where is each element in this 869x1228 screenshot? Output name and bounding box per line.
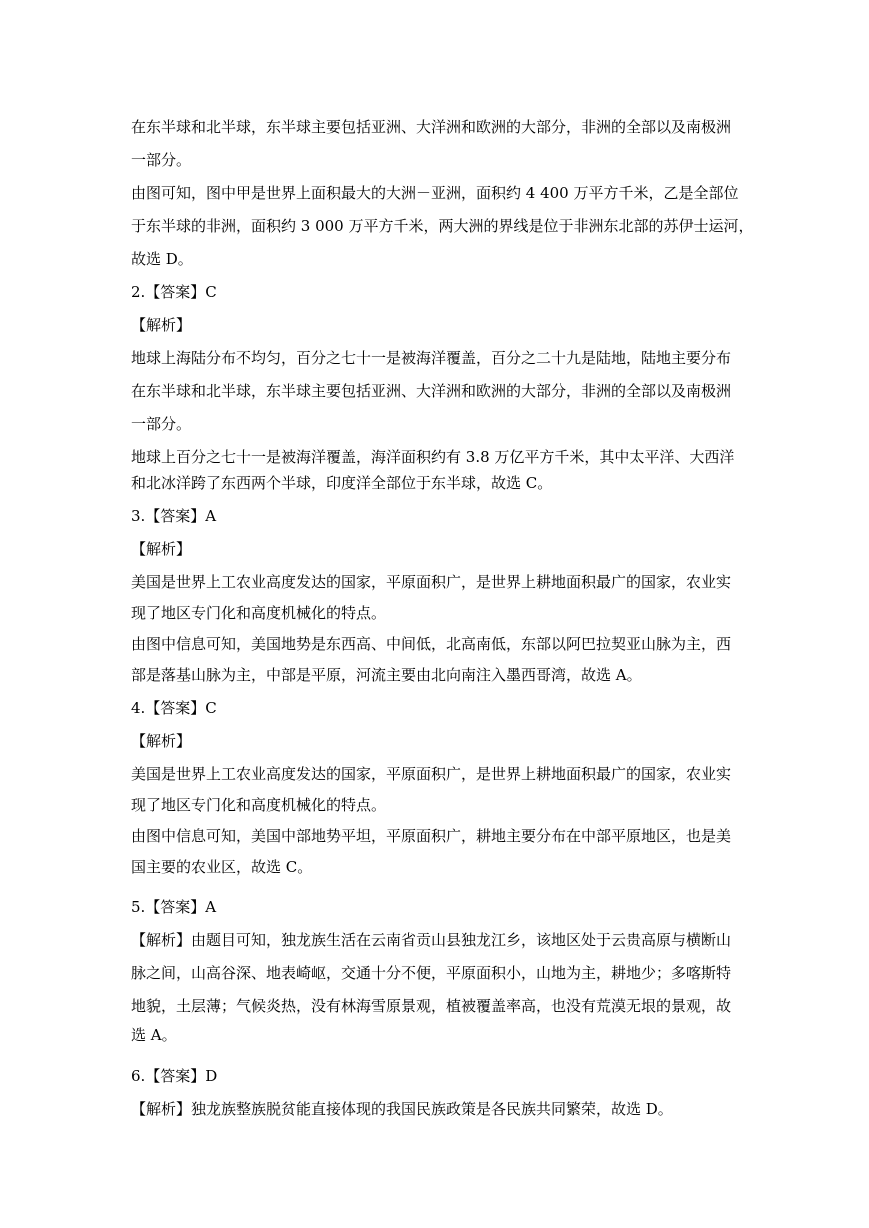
analysis-heading: 【解析】 [131, 316, 192, 334]
text-line: 在东半球和北半球，东半球主要包括亚洲、大洋洲和欧洲的大部分，非洲的全部以及南极洲 [131, 118, 732, 136]
text-line: 故选 D。 [131, 250, 193, 268]
text-line: 【解析】独龙族整族脱贫能直接体现的我国民族政策是各民族共同繁荣，故选 D。 [131, 1100, 673, 1118]
answer-heading: 4.【答案】C [131, 699, 217, 717]
text-line: 脉之间，山高谷深、地表崎岖，交通十分不便，平原面积小，山地为主，耕地少；多喀斯特 [131, 964, 732, 982]
text-line: 现了地区专门化和高度机械化的特点。 [131, 796, 387, 814]
text-line: 在东半球和北半球，东半球主要包括亚洲、大洋洲和欧洲的大部分，非洲的全部以及南极洲 [131, 382, 732, 400]
text-line: 地貌，土层薄；气候炎热，没有林海雪原景观，植被覆盖率高，也没有荒漠无垠的景观，故 [131, 997, 732, 1015]
text-line: 地球上百分之七十一是被海洋覆盖，海洋面积约有 3.8 万亿平方千米，其中太平洋、大西洋 [131, 448, 735, 466]
text-line: 于东半球的非洲，面积约 3 000 万平方千米，两大洲的界线是位于非洲东北部的苏伊士运河， [131, 217, 754, 235]
text-line: 【解析】由题目可知，独龙族生活在云南省贡山县独龙江乡，该地区处于云贵高原与横断山 [131, 931, 732, 949]
analysis-heading: 【解析】 [131, 540, 192, 558]
analysis-heading: 【解析】 [131, 732, 192, 750]
text-line: 一部分。 [131, 415, 192, 433]
text-line: 由图可知，图中甲是世界上面积最大的大洲－亚洲，面积约 4 400 万平方千米，乙是全部位 [131, 184, 739, 202]
answer-heading: 6.【答案】D [131, 1067, 218, 1085]
answer-heading: 5.【答案】A [131, 898, 217, 916]
text-line: 一部分。 [131, 151, 192, 169]
answer-heading: 3.【答案】A [131, 507, 217, 525]
text-line: 美国是世界上工农业高度发达的国家，平原面积广，是世界上耕地面积最广的国家，农业实 [131, 765, 732, 783]
answer-heading: 2.【答案】C [131, 283, 217, 301]
text-line: 由图中信息可知，美国中部地势平坦，平原面积广，耕地主要分布在中部平原地区，也是美 [131, 827, 732, 845]
text-line: 国主要的农业区，故选 C。 [131, 858, 313, 876]
text-line: 美国是世界上工农业高度发达的国家，平原面积广，是世界上耕地面积最广的国家，农业实 [131, 573, 732, 591]
text-line: 部是落基山脉为主，中部是平原，河流主要由北向南注入墨西哥湾，故选 A。 [131, 666, 642, 684]
text-line: 选 A。 [131, 1026, 177, 1044]
text-line: 由图中信息可知，美国地势是东西高、中间低，北高南低，东部以阿巴拉契亚山脉为主，西 [131, 635, 732, 653]
text-line: 现了地区专门化和高度机械化的特点。 [131, 604, 387, 622]
text-line: 和北冰洋跨了东西两个半球，印度洋全部位于东半球，故选 C。 [131, 474, 553, 492]
text-line: 地球上海陆分布不均匀，百分之七十一是被海洋覆盖，百分之二十九是陆地，陆地主要分布 [131, 349, 732, 367]
